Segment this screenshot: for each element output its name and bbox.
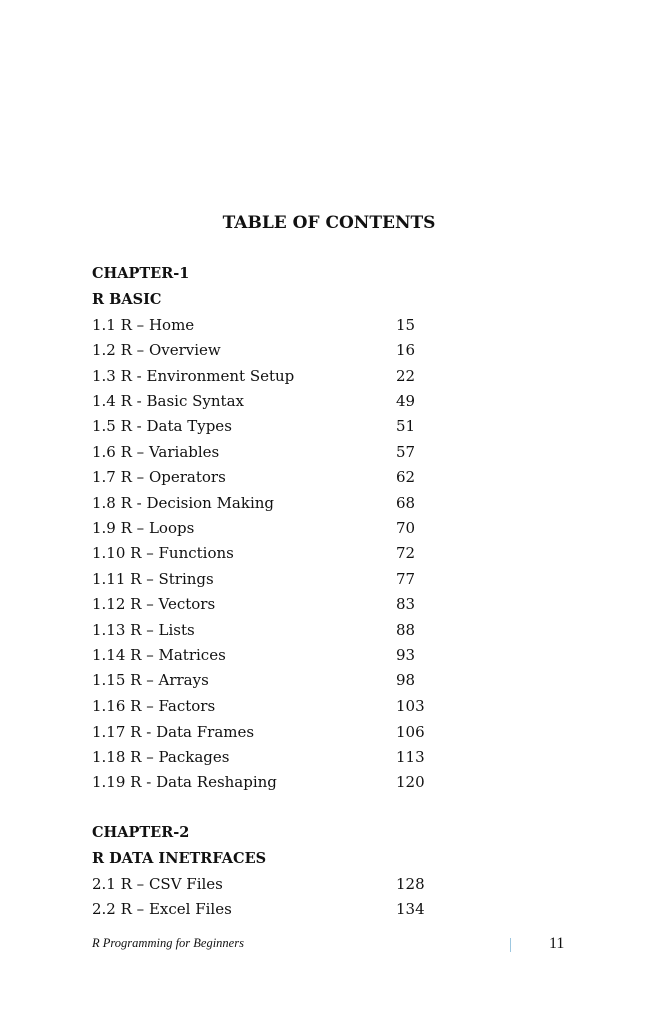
toc-entry (92, 467, 415, 487)
toc-entry-label: 1.5 R - Data Types (92, 417, 232, 435)
toc-entry-label: 1.14 R – Matrices (92, 646, 226, 664)
toc-entry (92, 391, 415, 411)
toc-entry-label: 1.19 R - Data Reshaping (92, 773, 277, 791)
toc-entry (92, 899, 425, 919)
footer-page-number: 11 (549, 935, 565, 952)
toc-entry-label: 1.2 R – Overview (92, 341, 221, 359)
toc-entry (92, 543, 415, 563)
page-title: TABLE OF CONTENTS (222, 213, 436, 233)
footer-book-title: R Programming for Beginners (92, 936, 244, 950)
toc-entry-page: 57 (396, 443, 416, 461)
toc-entry-label: 1.7 R – Operators (92, 468, 226, 486)
toc-entry (92, 518, 415, 538)
toc-entry-page: 103 (396, 697, 425, 715)
toc-entry-label: 1.16 R – Factors (92, 697, 216, 715)
toc-entry (92, 594, 415, 614)
toc-entry (92, 747, 425, 767)
toc-entry (92, 366, 415, 386)
toc-entry (92, 620, 415, 640)
chapter-2-subheading: R DATA INETRFACES (92, 850, 267, 867)
toc-entry-page: 120 (396, 773, 425, 791)
toc-entry-page: 93 (396, 646, 416, 664)
chapter-1-heading: CHAPTER-1 (92, 265, 190, 282)
toc-entry-page: 128 (396, 875, 425, 893)
toc-entry-page: 134 (396, 900, 425, 918)
toc-entry (92, 670, 415, 690)
toc-entry-page: 70 (396, 519, 416, 537)
chapter-1-subheading: R BASIC (92, 291, 162, 308)
toc-entry-label: 1.10 R – Functions (92, 544, 234, 562)
toc-entry (92, 442, 415, 462)
toc-entry (92, 874, 425, 894)
toc-entry-label: 1.13 R – Lists (92, 621, 195, 639)
toc-entry-page: 15 (396, 316, 416, 334)
toc-entry-page: 72 (396, 544, 416, 562)
toc-entry-label: 1.9 R – Loops (92, 519, 195, 537)
toc-entry (92, 722, 425, 742)
toc-entry-label: 1.6 R – Variables (92, 443, 220, 461)
toc-entry-page: 16 (396, 341, 416, 359)
footer-divider (510, 938, 511, 952)
toc-entry-page: 77 (396, 570, 416, 588)
toc-entry (92, 772, 425, 792)
toc-entry (92, 416, 415, 436)
toc-entry-label: 1.15 R – Arrays (92, 671, 209, 689)
toc-entry-label: 1.8 R - Decision Making (92, 494, 275, 512)
toc-entry (92, 315, 415, 335)
toc-entry-label: 1.18 R – Packages (92, 748, 230, 766)
toc-entry-page: 113 (396, 748, 425, 766)
toc-entry-label: 1.4 R - Basic Syntax (92, 392, 244, 410)
toc-entry (92, 696, 425, 716)
toc-entry-label: 2.2 R – Excel Files (92, 900, 232, 918)
toc-entry-label: 1.17 R - Data Frames (92, 723, 255, 741)
toc-entry-page: 83 (396, 595, 416, 613)
toc-entry-label: 1.11 R – Strings (92, 570, 214, 588)
toc-entry-label: 1.12 R – Vectors (92, 595, 216, 613)
toc-entry-page: 98 (396, 671, 416, 689)
chapter-2-heading: CHAPTER-2 (92, 824, 190, 841)
toc-entry-page: 106 (396, 723, 425, 741)
toc-entry-page: 68 (396, 494, 416, 512)
toc-entry-page: 51 (396, 417, 416, 435)
toc-entry-page: 62 (396, 468, 416, 486)
toc-entry-label: 1.1 R – Home (92, 316, 195, 334)
toc-entry (92, 569, 415, 589)
toc-entry-page: 88 (396, 621, 416, 639)
toc-entry (92, 340, 415, 360)
toc-entry-page: 49 (396, 392, 416, 410)
toc-entry (92, 645, 415, 665)
toc-entry-label: 2.1 R – CSV Files (92, 875, 223, 893)
toc-entry-label: 1.3 R - Environment Setup (92, 367, 295, 385)
toc-entry-page: 22 (396, 367, 416, 385)
toc-entry (92, 493, 415, 513)
